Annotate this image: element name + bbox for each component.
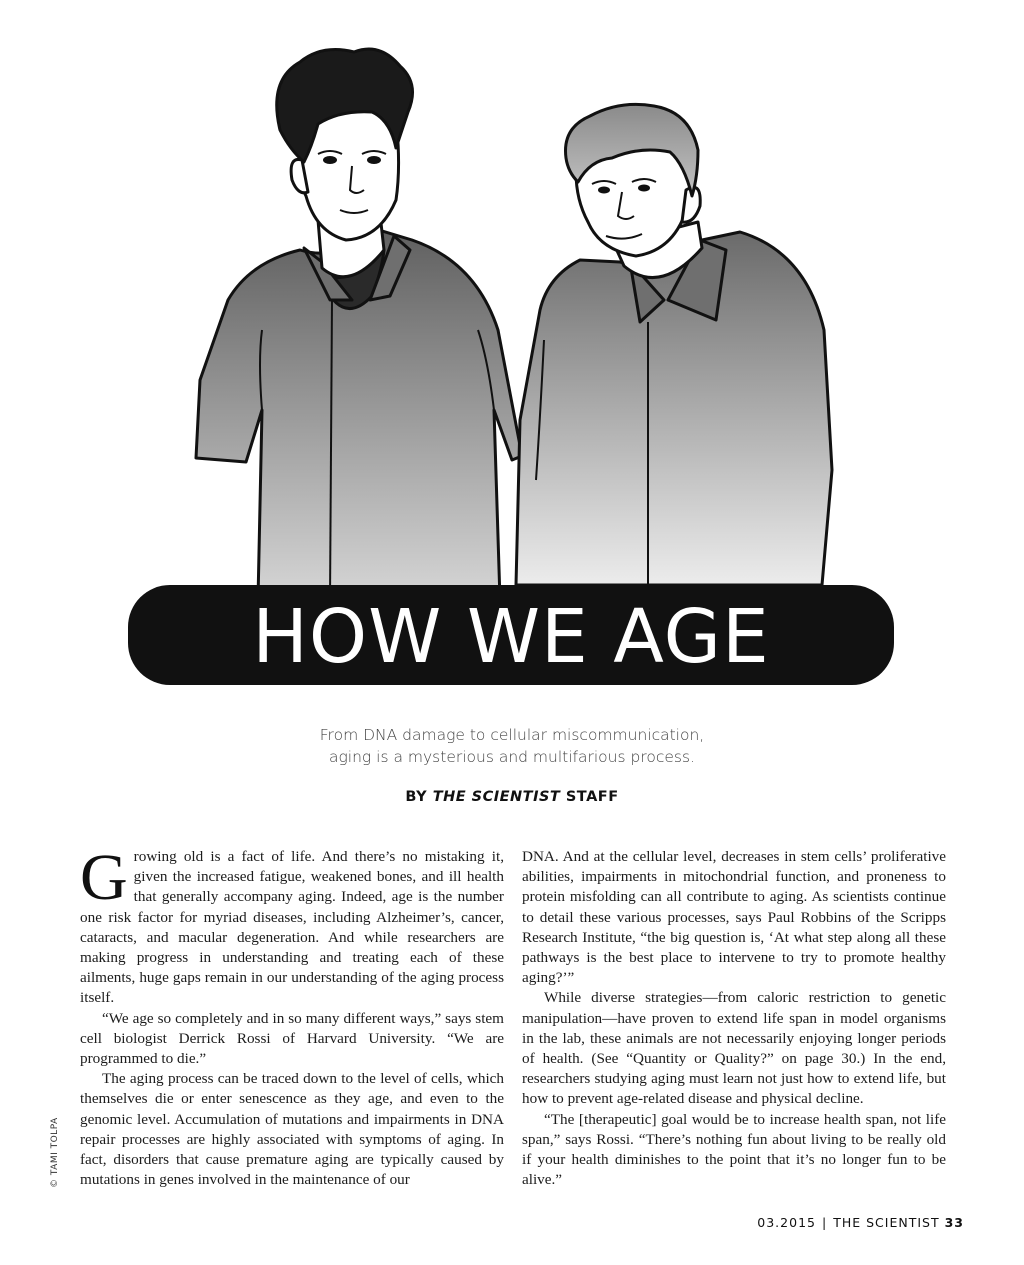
body-paragraph: “The [therapeutic] goal would be to increase health span, not life span,” says Rossi. “There’s nothing fun about living to be really old if your health diminishes to the point that it’s no longer fun to be alive.” — [522, 1110, 946, 1189]
body-paragraph — [80, 841, 504, 1009]
byline-suffix: STAFF — [560, 789, 619, 805]
title-banner — [128, 585, 894, 685]
paragraph-text: rowing old is a fact of life. And there’s no mistaking it, given the increased fatigue, weakened bones, and ill health that generally accompany aging. Indeed, age is the number one risk factor for myriad diseases, including Alzheimer’s, cancer, cataracts, and macular degeneration. And while researchers are making progress in understanding and treating each of these ailments, huge gaps remain in our understanding of the aging process itself. — [80, 848, 504, 1007]
body-paragraph: DNA. And at the cellular level, decreases in stem cells’ proliferative abilities, impairments in mitochondrial function, and proneness to protein misfolding can all contribute to aging. As scientists continue to detail these various processes, says Paul Robbins of the Scripps Research Institute, “the big question is, ‘At what step along all these pathways is the best place to intervene to try to promote healthy aging?’” — [522, 848, 946, 987]
footer-publication: THE SCIENTIST — [833, 1215, 940, 1230]
byline-prefix: BY — [405, 789, 433, 805]
body-paragraph: “We age so completely and in so many different ways,” says stem cell biologist Derrick Rossi of Harvard University. “We are programmed to die.” — [80, 1009, 504, 1068]
page-number: 33 — [944, 1215, 964, 1230]
dek-line-2: aging is a mysterious and multifarious process. — [329, 748, 695, 766]
dek-line-1: From DNA damage to cellular miscommunication, — [319, 726, 705, 744]
page-title: HOW WE AGE — [252, 594, 770, 680]
photo-credit: © TAMI TOLPA — [50, 1117, 60, 1188]
body-paragraph: The aging process can be traced down to the level of cells, which themselves die or enter senescence as they age, and even to the genomic level. Accumulation of mutations and impairments in DNA repair processes are highly associated with symptoms of aging. In fact, disorders that cause premature aging are typically caused by mutations in genes involved in the maintenance of our — [80, 1070, 504, 1189]
old-man-figure — [516, 104, 832, 585]
two-men-illustration — [0, 0, 1024, 600]
footer-separator: | — [821, 1215, 828, 1230]
page-footer — [757, 1215, 964, 1230]
byline — [200, 789, 824, 805]
body-paragraph: While diverse strategies—from caloric restriction to genetic manipulation—have proven to extend life span in model organisms in the lab, these animals are not necessarily enjoying longer periods of health. (See “Quantity or Quality?” on page 30.) In the end, researchers studying aging must learn not just how to extend life, but how to prevent age-related disease and physical decline. — [522, 989, 946, 1108]
byline-publication: THE SCIENTIST — [432, 789, 561, 805]
young-man-figure — [196, 49, 522, 600]
body-column-left — [80, 841, 504, 1190]
dek — [200, 724, 824, 768]
body-column-right — [522, 847, 946, 1190]
footer-date: 03.2015 — [757, 1215, 816, 1230]
drop-cap: G — [80, 841, 128, 914]
